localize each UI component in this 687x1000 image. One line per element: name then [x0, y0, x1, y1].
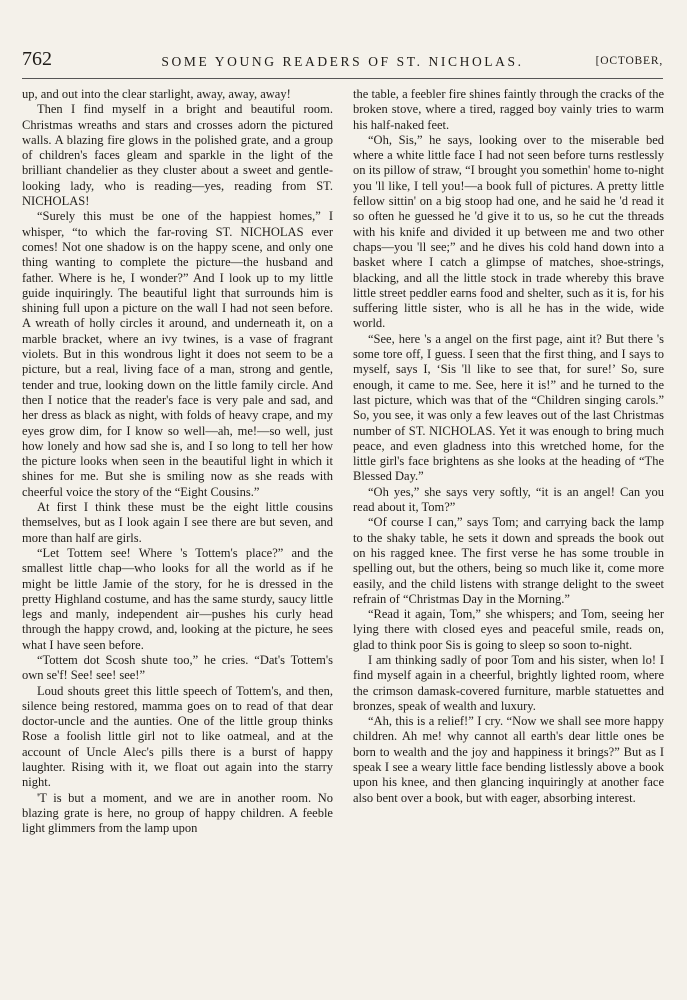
- left-column: [22, 87, 333, 837]
- paragraph: “Ah, this is a relief!” I cry. “Now we shall see more happy children. Ah me! why cannot all earth's dear little ones be born to wealth and the joy and happiness it brings?” But as I speak I see a weary little face bending listlessly above a book upon his knee, and then glancing inquiringly at another face also bent over a book, but with eager, absorbing interest.: [353, 714, 664, 805]
- paragraph: “Of course I can,” says Tom; and carrying back the lamp to the shaky table, he sets it down and spreads the book out on his ragged knee. The first verse he has some trouble in spelling out, but the others, being so much like it, come more easily, and the child listens with strange delight to the sweet refrain of “Christmas Day in the Morning.”: [353, 515, 664, 606]
- page-number: 762: [22, 48, 52, 70]
- paragraph: “See, here 's a angel on the first page, aint it? But there 's some tore off, I guess. I seen that the first thing, and I says to myself, says I, ‘Sis 'll like to see that, for sure!’ So, sure enough, it came to me. See, here it is!” and he turned to the last picture, which was that of the “Children singing carols.” So, you see, it was only a few leaves out of the last Christmas number of ST. NICHOLAS. Yet it was enough to bring much peace, and even gladness into this wretched home, for the little girl's face brightens as she looks at the heading of “The Blessed Day.”: [353, 331, 664, 484]
- paragraph: “Surely this must be one of the happiest homes,” I whisper, “to which the far-roving ST. NICHOLAS ever comes! Not one shadow is on the happy scene, and only one thing wanting to complete the picture—the husband and father. Where is he, I wonder?” And I look up to my little guide inquiringly. The beautiful light that surrounds him is shining full upon a picture on the wall I had not seen before. A wreath of holly circles it around, and underneath it, on a marble bracket, where an ivy twines, is a vase of fragrant violets. But in this wondrous light it does not seem to be a picture, but a real, living face of a man, strong and gentle, tender and true, looking down on the little family circle. And then I notice that the reader's face is very pale and sad, and her dress as black as night, with folds of heavy crape, and my eyes grow dim, for I know so well—ah, me!—so well, just how lonely and how sad she is, and I so long to tell her how the picture looks when seen in the beautiful light in which it shines for me. But she is smiling now as she reads with cheerful voice the story of the “Eight Cousins.”: [22, 209, 333, 499]
- paragraph: At first I think these must be the eight little cousins themselves, but as I look again I see there are but seven, and more than half are girls.: [22, 500, 333, 545]
- paragraph: the table, a feebler fire shines faintly through the cracks of the broken stove, where a tired, ragged boy vainly tries to warm his half-naked feet.: [353, 87, 664, 132]
- paragraph: 'T is but a moment, and we are in another room. No blazing grate is here, no group of happy children. A feeble light glimmers from the lamp upon: [22, 790, 333, 836]
- issue-month: [OCTOBER,: [595, 55, 663, 67]
- paragraph: “Oh yes,” she says very softly, “it is an angel! Can you read about it, Tom?”: [353, 484, 664, 515]
- paragraph: up, and out into the clear starlight, away, away, away!: [22, 87, 291, 101]
- header-rule: [22, 78, 663, 79]
- right-column: [353, 87, 664, 806]
- paragraph: “Oh, Sis,” he says, looking over to the miserable bed where a white little face I had not seen before turns restlessly on its pillow of straw, “I brought you somethin' home to-night you 'll like, I tell you!—a book full of pictures. A pretty little fellow sittin' on a big stoop had one, and he said he 'd read it so often he guessed he 'd give it to us, so he cut the threads with his knife and divided it up between me and two other chaps—you 'll see;” and he dives his cold hand down into a basket where I catch a glimpse of matches, shoe-strings, blacking, and all the little stock in trade whereby this brave little street peddler earns food and shelter, such as it is, for his suffering little sister, who is all he has in the wide, wide world.: [353, 132, 664, 331]
- paragraph: Then I find myself in a bright and beautiful room. Christmas wreaths and stars and crosses adorn the pictured walls. A blazing fire glows in the polished grate, and a group of children's faces gleam and sparkle in the light of the brilliant chandelier as they cluster about a sweet and gentle-looking lady, who is reading—yes, reading from ST. NICHOLAS!: [22, 102, 333, 209]
- running-title: SOME YOUNG READERS OF ST. NICHOLAS.: [161, 54, 524, 69]
- paragraph: I am thinking sadly of poor Tom and his sister, when lo! I find myself again in a cheerful, brightly lighted room, where the crimson damask-covered furniture, marble statuettes and bronzes, speak of wealth and luxury.: [353, 652, 664, 713]
- paragraph: Loud shouts greet this little speech of Tottem's, and then, silence being restored, mamma goes on to read of that dear doctor-uncle and the aunties. One of the little group thinks Rose a foolish little girl not to like oatmeal, and at the account of Uncle Alec's pills there is a burst of happy laughter. Rising with it, we float out again into the starry night.: [22, 683, 333, 790]
- page-header: [22, 44, 663, 72]
- paragraph: “Let Tottem see! Where 's Tottem's place?” and the smallest little chap—who looks for all the world as if he might be little Jamie of the story, for he is dressed in the pretty Highland costume, and has the same sturdy, saucy little legs and manly, independent air—pushes his curly head through the happy crowd, and, looking at the picture, he sees what I have seen before.: [22, 545, 333, 652]
- paragraph: “Tottem dot Scosh shute too,” he cries. “Dat's Tottem's own se'f! See! see! see!”: [22, 652, 333, 683]
- paragraph: “Read it again, Tom,” she whispers; and Tom, seeing her lying there with closed eyes and peaceful smile, reads on, glad to think poor Sis is going to sleep so soon to-night.: [353, 607, 664, 652]
